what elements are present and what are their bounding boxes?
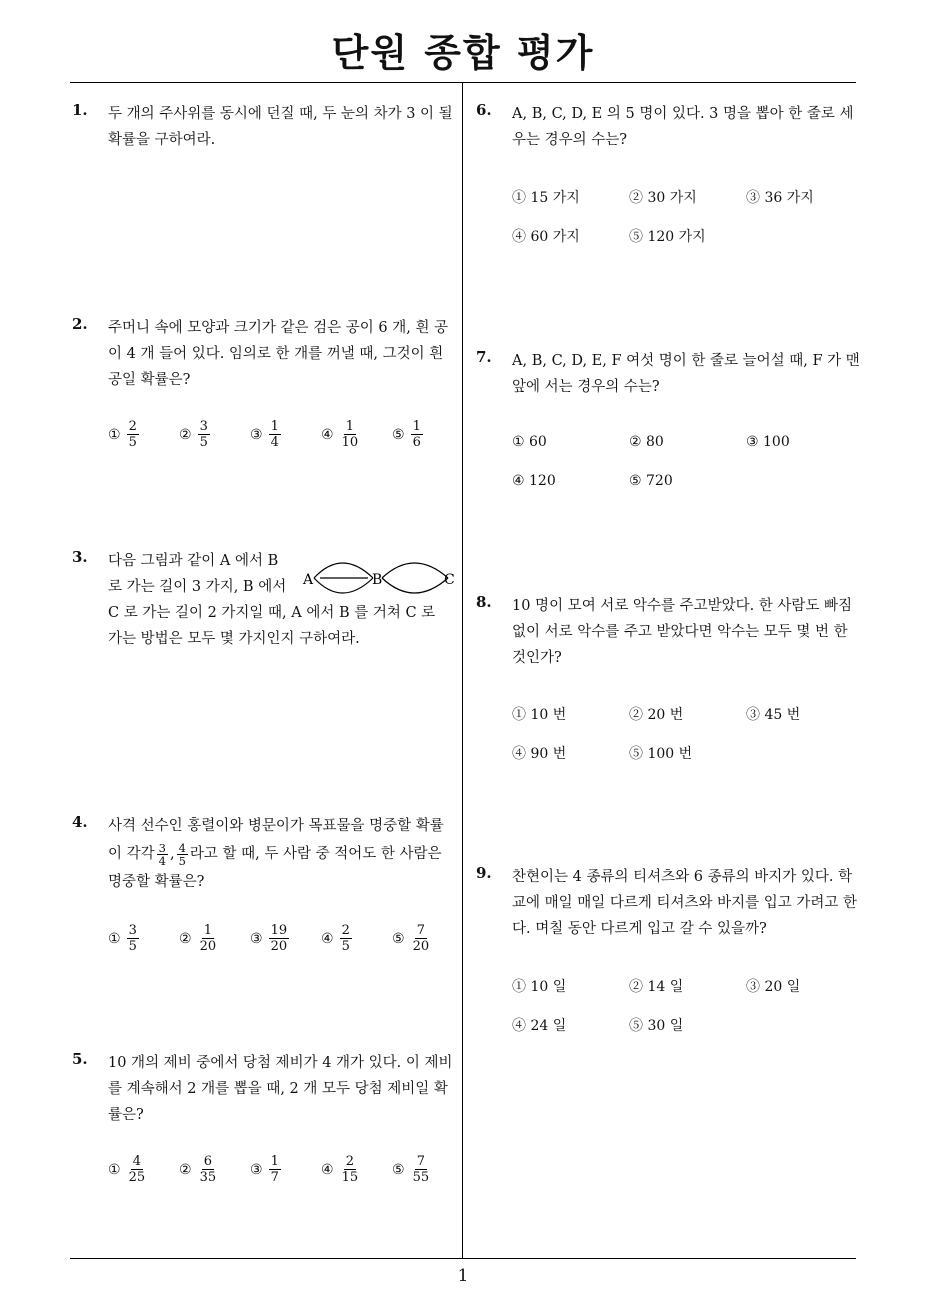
fraction: $\frac{1}{20}$ bbox=[199, 923, 217, 954]
fraction: $\frac{1}{10}$ bbox=[341, 419, 359, 450]
option-3[interactable]: ③ $\frac{19}{20}$ bbox=[250, 923, 288, 954]
question-number: 5. bbox=[72, 1050, 88, 1068]
fraction: $\frac{6}{35}$ bbox=[199, 1154, 217, 1185]
node-b-label: B bbox=[372, 572, 383, 588]
answer-options bbox=[108, 419, 463, 450]
option-4[interactable]: ④ 120 bbox=[512, 472, 556, 489]
route-bc-upper bbox=[382, 563, 448, 578]
route-ab-upper bbox=[314, 563, 373, 578]
question-text: A, B, C, D, E 의 5 명이 있다. 3 명을 뽑아 한 줄로 세우는 경우의 수는? bbox=[512, 106, 854, 148]
option-4[interactable]: ④ 24 일 bbox=[512, 1017, 567, 1034]
option-3[interactable]: ③ 100 bbox=[746, 433, 790, 450]
fraction: $\frac{2}{5}$ bbox=[128, 419, 137, 450]
option-3[interactable]: ③ 45 번 bbox=[746, 706, 801, 723]
question-number: 4. bbox=[72, 813, 88, 831]
top-rule bbox=[70, 82, 856, 83]
option-4[interactable]: ④ $\frac{2}{15}$ bbox=[321, 1154, 359, 1185]
question-text: 주머니 속에 모양과 크기가 같은 검은 공이 6 개, 흰 공이 4 개 들어 있다. 임의로 한 개를 꺼낼 때, 그것이 흰 공일 확률은? bbox=[108, 320, 449, 388]
question-text: 찬현이는 4 종류의 티셔츠와 6 종류의 바지가 있다. 학교에 매일 매일 다르게 티셔츠와 바지를 입고 가려고 한다. 며칠 동안 다르게 입고 갈 수 있을까? bbox=[512, 869, 858, 937]
column-divider bbox=[462, 83, 463, 1258]
question-text: 10 명이 모여 서로 악수를 주고받았다. 한 사람도 빠짐없이 서로 악수를 주고 받았다면 악수는 모두 몇 번 한 것인가? bbox=[512, 598, 853, 666]
option-2[interactable]: ② $\frac{6}{35}$ bbox=[179, 1154, 217, 1185]
page-title: 단원 종합 평가 bbox=[331, 31, 595, 75]
question-number: 3. bbox=[72, 548, 88, 566]
route-bc-lower bbox=[382, 578, 448, 593]
question-number: 6. bbox=[476, 101, 492, 119]
option-2[interactable]: ② 14 일 bbox=[629, 978, 684, 995]
option-1[interactable]: ① 10 번 bbox=[512, 706, 567, 723]
node-c-label: C bbox=[444, 572, 455, 588]
option-1[interactable]: ① 10 일 bbox=[512, 978, 567, 995]
option-1[interactable]: ① $\frac{3}{5}$ bbox=[108, 923, 137, 954]
option-2[interactable]: ② $\frac{3}{5}$ bbox=[179, 419, 208, 450]
answer-options bbox=[512, 177, 863, 255]
fraction: $\frac{2}{5}$ bbox=[341, 923, 350, 954]
question-number: 2. bbox=[72, 315, 88, 333]
answer-options bbox=[512, 694, 863, 772]
question-number: 1. bbox=[72, 101, 88, 119]
fraction: $\frac{1}{6}$ bbox=[412, 419, 421, 450]
option-1[interactable]: ① $\frac{2}{5}$ bbox=[108, 419, 137, 450]
option-2[interactable]: ② 30 가지 bbox=[629, 189, 697, 206]
question-text: 두 개의 주사위를 동시에 던질 때, 두 눈의 차가 3 이 될 확률을 구하여라. bbox=[108, 106, 453, 148]
fraction: $\frac{3}{4}$ bbox=[158, 840, 166, 868]
option-5[interactable]: ⑤ 720 bbox=[629, 472, 673, 489]
option-3[interactable]: ③ 36 가지 bbox=[746, 189, 814, 206]
question-text: 사격 선수인 홍렬이와 병문이가 목표물을 명중할 확률 이 각각 $\frac{3}{4}$ , $\frac{4}{5}$ 라고 할 때, 두 사람 중 적어도 한 사람은 명중할 확률은? bbox=[108, 818, 444, 890]
path-diagram bbox=[300, 550, 460, 594]
fraction: $\frac{4}{5}$ bbox=[178, 840, 186, 868]
fraction: $\frac{4}{25}$ bbox=[128, 1154, 146, 1185]
fraction: $\frac{1}{4}$ bbox=[270, 419, 279, 450]
question-text: A, B, C, D, E, F 여섯 명이 한 줄로 늘어설 때, F 가 맨 앞에 서는 경우의 수는? bbox=[512, 353, 860, 395]
fraction: $\frac{1}{7}$ bbox=[270, 1154, 279, 1185]
option-1[interactable]: ① $\frac{4}{25}$ bbox=[108, 1154, 146, 1185]
question-number: 8. bbox=[476, 593, 492, 611]
bottom-rule bbox=[70, 1258, 856, 1259]
fraction: $\frac{7}{55}$ bbox=[412, 1154, 430, 1185]
question-text: 10 개의 제비 중에서 당첨 제비가 4 개가 있다. 이 제비를 계속해서 2 개를 뽑을 때, 2 개 모두 당첨 제비일 확률은? bbox=[108, 1055, 453, 1123]
node-a-label: A bbox=[303, 572, 314, 588]
answer-options bbox=[512, 422, 863, 500]
option-1[interactable]: ① 15 가지 bbox=[512, 189, 580, 206]
option-5[interactable]: ⑤ $\frac{7}{55}$ bbox=[392, 1154, 430, 1185]
answer-options bbox=[108, 923, 463, 954]
question-number: 9. bbox=[476, 864, 492, 882]
fraction: $\frac{3}{5}$ bbox=[128, 923, 137, 954]
option-4[interactable]: ④ $\frac{2}{5}$ bbox=[321, 923, 350, 954]
option-3[interactable]: ③ $\frac{1}{4}$ bbox=[250, 419, 279, 450]
option-5[interactable]: ⑤ 100 번 bbox=[629, 745, 693, 762]
option-5[interactable]: ⑤ $\frac{7}{20}$ bbox=[392, 923, 430, 954]
fraction: $\frac{2}{15}$ bbox=[341, 1154, 359, 1185]
option-2[interactable]: ② 80 bbox=[629, 433, 664, 450]
option-4[interactable]: ④ 90 번 bbox=[512, 745, 567, 762]
question-number: 7. bbox=[476, 348, 492, 366]
option-3[interactable]: ③ 20 일 bbox=[746, 978, 801, 995]
option-2[interactable]: ② 20 번 bbox=[629, 706, 684, 723]
question-text: 다음 그림과 같이 A 에서 B 로 가는 길이 3 가지, B 에서 C 로 가는 길이 2 가지일 때, A 에서 B 를 거쳐 C 로 가는 방법은 모두 몇 가지인지 구하여라. bbox=[108, 553, 436, 647]
option-4[interactable]: ④ 60 가지 bbox=[512, 228, 580, 245]
option-3[interactable]: ③ $\frac{1}{7}$ bbox=[250, 1154, 279, 1185]
option-4[interactable]: ④ $\frac{1}{10}$ bbox=[321, 419, 359, 450]
fraction: $\frac{19}{20}$ bbox=[270, 923, 288, 954]
answer-options bbox=[512, 966, 863, 1044]
route-ab-lower bbox=[314, 578, 373, 593]
answer-options bbox=[108, 1154, 463, 1185]
option-5[interactable]: ⑤ 120 가지 bbox=[629, 228, 706, 245]
option-2[interactable]: ② $\frac{1}{20}$ bbox=[179, 923, 217, 954]
option-1[interactable]: ① 60 bbox=[512, 433, 547, 450]
option-5[interactable]: ⑤ $\frac{1}{6}$ bbox=[392, 419, 421, 450]
page-number: 1 bbox=[457, 1266, 469, 1286]
option-5[interactable]: ⑤ 30 일 bbox=[629, 1017, 684, 1034]
fraction: $\frac{3}{5}$ bbox=[199, 419, 208, 450]
fraction: $\frac{7}{20}$ bbox=[412, 923, 430, 954]
